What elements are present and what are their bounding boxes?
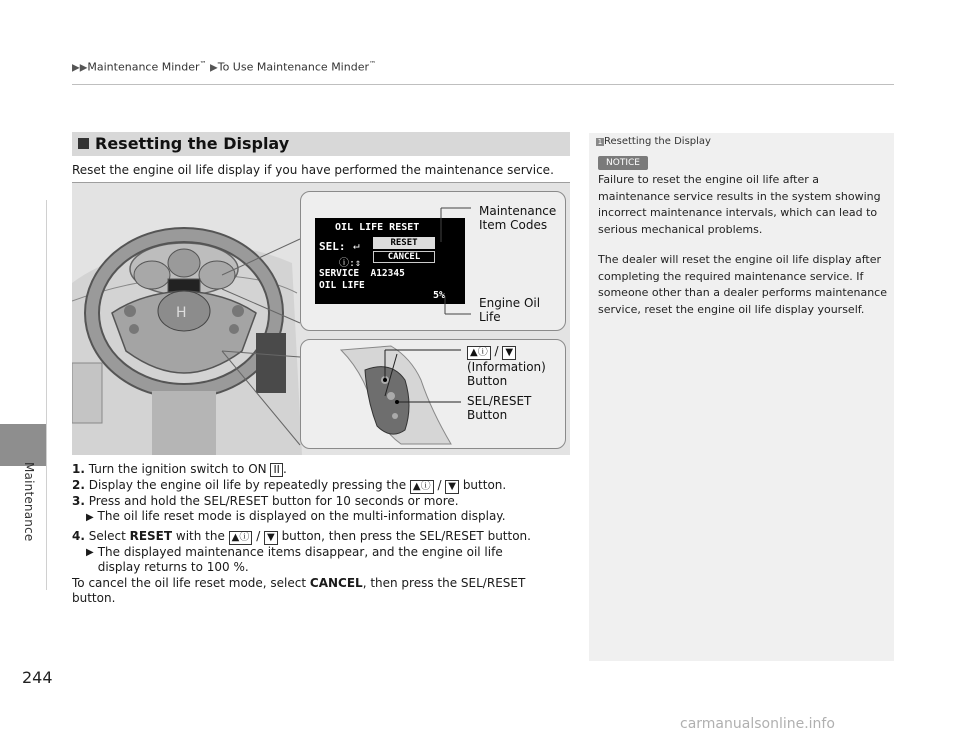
step-3 <box>72 494 572 510</box>
info-icon: ⓘ:⇕ <box>339 258 362 269</box>
double-arrow-icon: ▶▶ <box>72 62 88 74</box>
step-text: button. <box>459 477 507 492</box>
step-text: Press and hold the SEL/RESET button for 10 seconds or more. <box>88 493 459 508</box>
section-title <box>72 132 570 156</box>
label-sel-reset-button: SEL/RESET Button <box>467 394 532 422</box>
note-title <box>596 136 711 147</box>
result-arrow-icon: ▶ <box>86 546 94 558</box>
header-divider <box>72 84 894 85</box>
step-number: 3. <box>72 493 85 508</box>
display-reset-option: RESET <box>373 237 435 249</box>
step-number: 2. <box>72 477 85 492</box>
reset-keyword: RESET <box>129 528 173 543</box>
breadcrumb <box>72 60 376 74</box>
step-4-result <box>72 545 572 576</box>
display-cancel-option: CANCEL <box>373 251 435 263</box>
slash: / <box>494 344 499 358</box>
section-title-text: Resetting the Display <box>95 134 290 153</box>
chapter-tab-marker <box>0 424 46 466</box>
result-arrow-icon: ▶ <box>86 512 94 523</box>
cancel-text: To cancel the oil life reset mode, select <box>72 575 310 590</box>
dashboard-illustration <box>72 182 570 455</box>
step-result-text: The oil life reset mode is displayed on the multi-information display. <box>97 509 506 523</box>
note-body <box>598 172 888 332</box>
label-information-button: (Information) Button <box>467 360 546 388</box>
display-oil-life-reset: OIL LIFE RESET <box>335 222 420 233</box>
notice-badge: NOTICE <box>598 156 648 170</box>
cancel-text: , then press the SEL/RESET button. <box>72 575 526 605</box>
step-text: . <box>282 462 287 476</box>
page-number: 244 <box>22 668 53 687</box>
note-paragraph: The dealer will reset the engine oil life display after completing the required maintenance service. If someone other than a dealer performs maintenance service, reset the engine oil life display yourself. <box>598 253 887 316</box>
step-3-result <box>72 509 572 526</box>
label-info-button-icons <box>467 344 516 360</box>
note-paragraph: Failure to reset the engine oil life after a maintenance service results in the system showing incorrect maintenance intervals, which can lead to serious mechanical problems. <box>598 173 881 236</box>
step-text: Turn the ignition switch to ON <box>88 462 271 476</box>
step-text: / <box>433 477 446 492</box>
step-2 <box>72 478 572 494</box>
display-sel: SEL: <box>319 240 346 253</box>
trademark: ™ <box>199 60 207 68</box>
display-percent: 5% <box>433 290 446 301</box>
svg-text:H: H <box>176 305 187 321</box>
arrow-icon: ▶ <box>210 62 218 74</box>
enter-icon: ↵ <box>353 239 360 252</box>
down-arrow-icon: ▼ <box>502 346 516 360</box>
ignition-on-icon: II <box>270 463 283 477</box>
step-number: 4. <box>72 528 85 543</box>
up-info-icon: ▲ⓘ <box>410 480 434 494</box>
down-arrow-icon: ▼ <box>445 480 459 494</box>
cancel-instruction <box>72 576 572 607</box>
display-oil-life: OIL LIFE <box>319 280 365 291</box>
buttons-callout <box>300 339 566 449</box>
breadcrumb-item-to-use[interactable]: To Use Maintenance Minder <box>217 60 369 74</box>
step-text: / <box>252 528 265 543</box>
sidebar-divider <box>46 200 47 590</box>
step-text: button, then press the SEL/RESET button. <box>277 528 531 543</box>
square-bullet-icon <box>78 138 89 149</box>
step-number: 1. <box>72 462 85 476</box>
step-1 <box>72 462 572 478</box>
step-text: with the <box>172 528 229 543</box>
display-service-codes: SERVICE A12345 <box>319 268 405 279</box>
label-maintenance-item-codes: Maintenance Item Codes <box>479 204 557 232</box>
chapter-label: Maintenance <box>22 462 36 542</box>
intro-text: Reset the engine oil life display if you have performed the maintenance service. <box>72 163 554 177</box>
step-result-text: The displayed maintenance items disappear, and the engine oil life display returns to 100 %. <box>97 544 503 574</box>
down-arrow-icon: ▼ <box>264 531 278 545</box>
trademark: ™ <box>368 60 376 68</box>
step-4 <box>72 529 572 545</box>
up-info-icon: ▲ⓘ <box>467 346 491 360</box>
instruction-steps <box>72 462 572 607</box>
cancel-keyword: CANCEL <box>309 575 363 590</box>
step-text: Select <box>88 528 130 543</box>
label-engine-oil-life: Engine Oil Life <box>479 296 541 324</box>
display-callout <box>300 191 566 331</box>
note-title-text: Resetting the Display <box>604 136 711 147</box>
note-ref-icon: 1 <box>597 138 603 146</box>
watermark: carmanualsonline.info <box>680 716 835 732</box>
up-info-icon: ▲ⓘ <box>229 531 253 545</box>
step-text: Display the engine oil life by repeatedly pressing the <box>88 477 410 492</box>
breadcrumb-item-maintenance-minder[interactable]: Maintenance Minder <box>87 60 200 74</box>
